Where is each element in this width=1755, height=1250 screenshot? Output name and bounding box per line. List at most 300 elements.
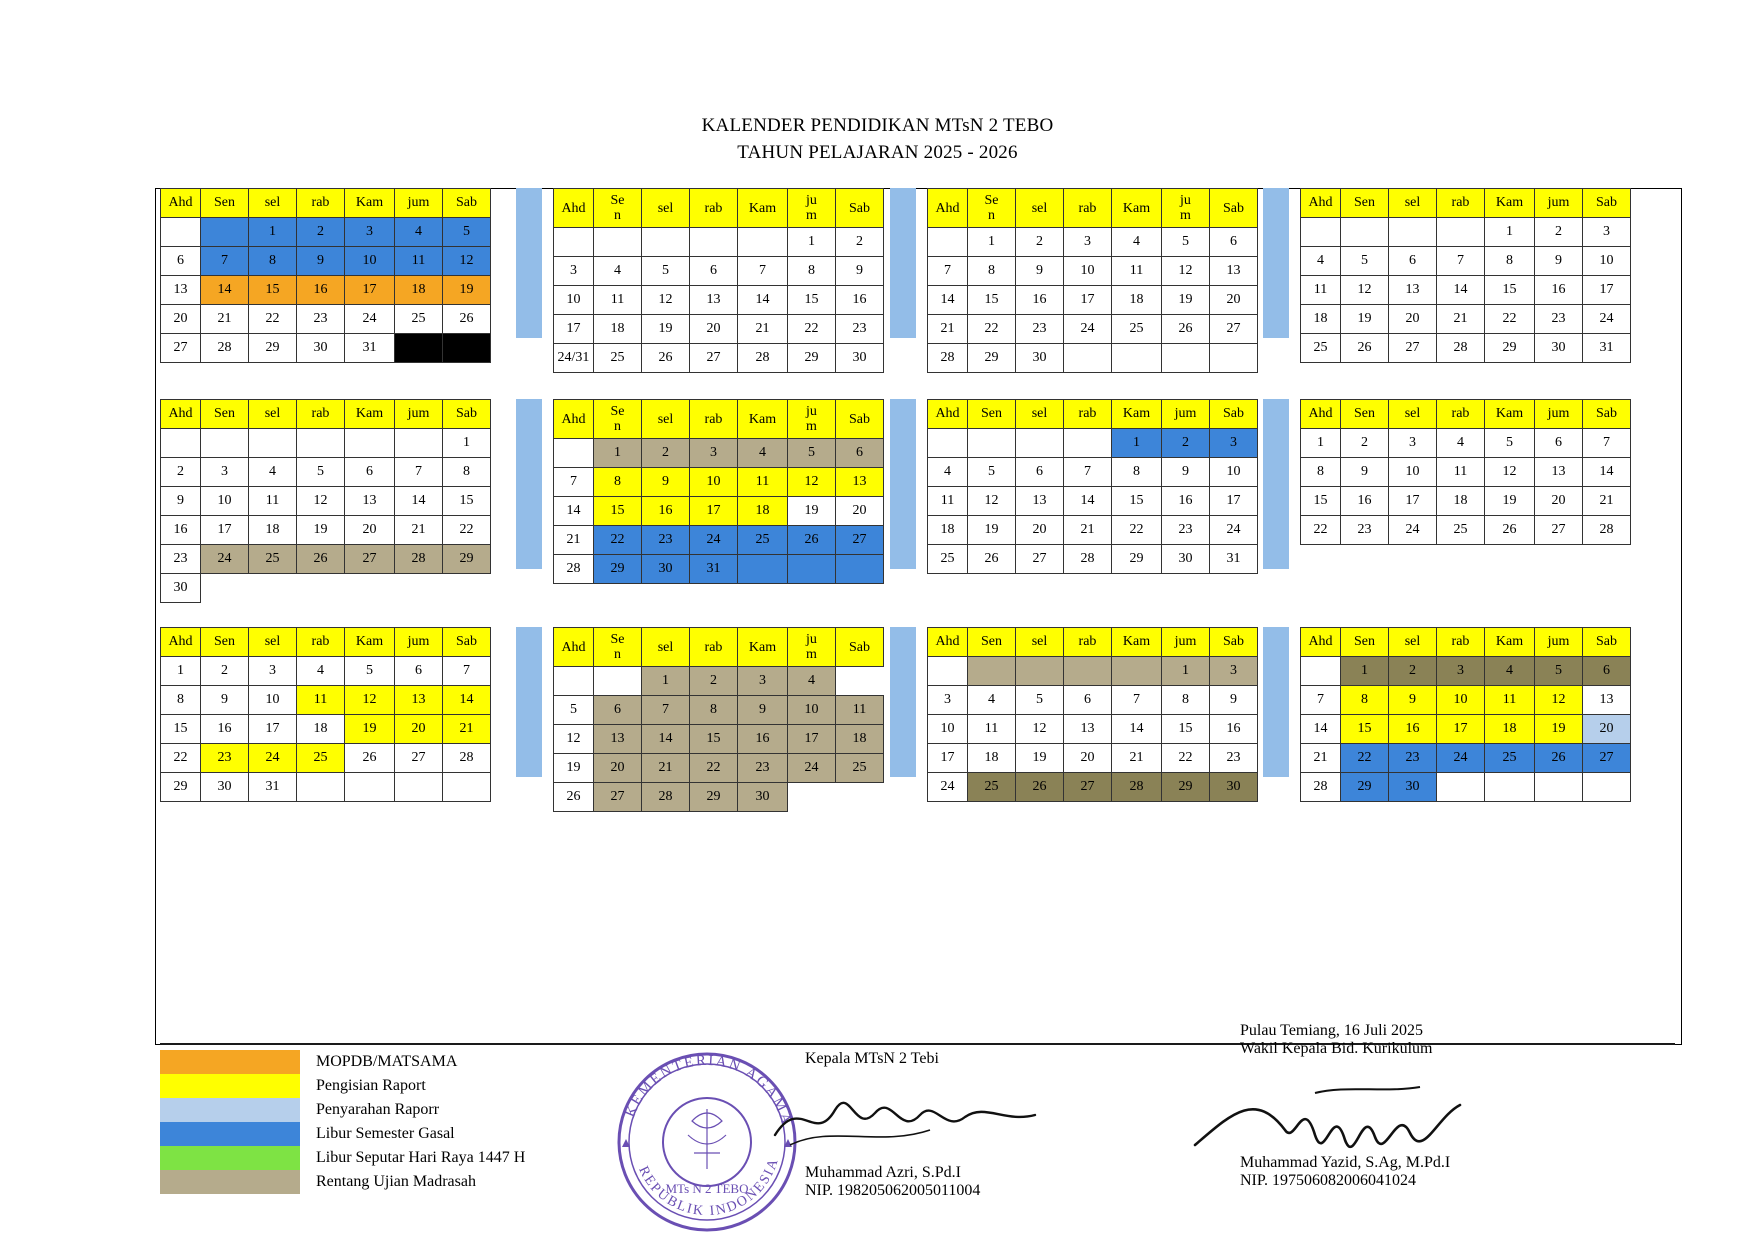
date-cell: 15 bbox=[1485, 276, 1535, 305]
day-header-3: rab bbox=[1437, 189, 1485, 218]
date-cell bbox=[788, 555, 836, 584]
date-cell: 29 bbox=[788, 344, 836, 373]
date-cell bbox=[836, 667, 884, 696]
day-header-2: sel bbox=[1389, 400, 1437, 429]
date-cell bbox=[1535, 773, 1583, 802]
date-cell: 7 bbox=[928, 257, 968, 286]
date-cell: 10 bbox=[1210, 458, 1258, 487]
date-cell bbox=[788, 783, 836, 812]
date-cell: 10 bbox=[1437, 686, 1485, 715]
date-cell: 21 bbox=[1301, 744, 1341, 773]
date-cell: 10 bbox=[1064, 257, 1112, 286]
date-cell bbox=[1485, 545, 1535, 574]
day-header-1: Sen bbox=[1341, 400, 1389, 429]
column-separator-bar bbox=[890, 399, 916, 569]
title-line-2: TAHUN PELAJARAN 2025 - 2026 bbox=[737, 142, 1018, 163]
week-row bbox=[928, 715, 1258, 744]
date-cell bbox=[249, 429, 297, 458]
day-header-3: rab bbox=[690, 628, 738, 667]
date-cell: 15 bbox=[1341, 715, 1389, 744]
date-cell: 7 bbox=[1583, 429, 1631, 458]
date-cell: 22 bbox=[1112, 516, 1162, 545]
date-cell: 11 bbox=[1485, 686, 1535, 715]
week-row bbox=[161, 773, 491, 802]
date-cell bbox=[1341, 545, 1389, 574]
column-separator-bar bbox=[1263, 399, 1289, 569]
date-cell: 8 bbox=[1301, 458, 1341, 487]
date-cell bbox=[201, 429, 249, 458]
date-cell bbox=[1162, 344, 1210, 373]
date-cell: 20 bbox=[1583, 715, 1631, 744]
date-cell: 11 bbox=[395, 247, 443, 276]
place-date: Pulau Temiang, 16 Juli 2025 bbox=[1240, 1022, 1424, 1039]
date-cell: 29 bbox=[161, 773, 201, 802]
date-cell: 14 bbox=[1064, 487, 1112, 516]
date-cell: 26 bbox=[1341, 334, 1389, 363]
date-cell: 27 bbox=[836, 526, 884, 555]
day-header-2: sel bbox=[642, 400, 690, 439]
date-cell: 28 bbox=[1064, 545, 1112, 574]
day-header-0: Ahd bbox=[161, 628, 201, 657]
date-cell: 4 bbox=[1112, 228, 1162, 257]
date-cell: 5 bbox=[1535, 657, 1583, 686]
date-cell: 14 bbox=[1112, 715, 1162, 744]
day-header-4: Kam bbox=[738, 400, 788, 439]
legend-label: Pengisian Raport bbox=[316, 1077, 426, 1094]
date-cell: 13 bbox=[1064, 715, 1112, 744]
date-cell: 13 bbox=[836, 468, 884, 497]
day-header-3: rab bbox=[297, 628, 345, 657]
date-cell: 26 bbox=[554, 783, 594, 812]
day-header-3: rab bbox=[297, 400, 345, 429]
right-signer-nip: NIP. 197506082006041024 bbox=[1240, 1172, 1417, 1189]
date-cell bbox=[928, 429, 968, 458]
date-cell: 26 bbox=[1162, 315, 1210, 344]
date-cell: 5 bbox=[554, 696, 594, 725]
date-cell: 6 bbox=[1064, 686, 1112, 715]
day-header-0: Ahd bbox=[554, 400, 594, 439]
date-cell: 24 bbox=[788, 754, 836, 783]
week-row bbox=[554, 439, 884, 468]
column-separator-bar bbox=[890, 188, 916, 338]
date-cell: 29 bbox=[443, 545, 491, 574]
day-header-5: jum bbox=[395, 628, 443, 657]
date-cell: 1 bbox=[161, 657, 201, 686]
date-cell: 5 bbox=[1162, 228, 1210, 257]
week-row bbox=[554, 555, 884, 584]
day-header-2: sel bbox=[249, 400, 297, 429]
date-cell: 27 bbox=[1064, 773, 1112, 802]
date-cell: 9 bbox=[1535, 247, 1583, 276]
date-cell: 7 bbox=[395, 458, 443, 487]
date-cell: 5 bbox=[345, 657, 395, 686]
legend-label: Rentang Ujian Madrasah bbox=[316, 1173, 476, 1190]
day-header-1: Se n bbox=[968, 189, 1016, 228]
day-header-4: Kam bbox=[738, 189, 788, 228]
date-cell: 10 bbox=[201, 487, 249, 516]
date-cell: 31 bbox=[1583, 334, 1631, 363]
date-cell: 7 bbox=[1112, 686, 1162, 715]
date-cell bbox=[201, 218, 249, 247]
date-cell: 10 bbox=[1583, 247, 1631, 276]
week-row bbox=[554, 286, 884, 315]
date-cell: 25 bbox=[297, 744, 345, 773]
date-cell: 6 bbox=[1016, 458, 1064, 487]
day-header-1: Sen bbox=[968, 400, 1016, 429]
week-row bbox=[928, 458, 1258, 487]
date-cell: 27 bbox=[161, 334, 201, 363]
date-cell: 1 bbox=[1341, 657, 1389, 686]
day-header-6: Sab bbox=[443, 400, 491, 429]
date-cell: 22 bbox=[1485, 305, 1535, 334]
date-cell: 23 bbox=[642, 526, 690, 555]
day-header-0: Ahd bbox=[161, 189, 201, 218]
date-cell: 31 bbox=[690, 555, 738, 584]
date-cell: 5 bbox=[297, 458, 345, 487]
legend-item-2 bbox=[160, 1098, 525, 1122]
date-cell: 9 bbox=[1341, 458, 1389, 487]
date-cell: 21 bbox=[1583, 487, 1631, 516]
date-cell: 20 bbox=[395, 715, 443, 744]
date-cell: 18 bbox=[928, 516, 968, 545]
date-cell: 23 bbox=[836, 315, 884, 344]
date-cell: 2 bbox=[690, 667, 738, 696]
date-cell: 17 bbox=[788, 725, 836, 754]
date-cell: 18 bbox=[1301, 305, 1341, 334]
day-header-0: Ahd bbox=[928, 400, 968, 429]
date-cell: 17 bbox=[1389, 487, 1437, 516]
day-header-5: jum bbox=[1535, 400, 1583, 429]
date-cell: 19 bbox=[642, 315, 690, 344]
day-header-4: Kam bbox=[1112, 628, 1162, 657]
legend-swatch bbox=[160, 1122, 300, 1146]
date-cell: 30 bbox=[738, 783, 788, 812]
day-header-row bbox=[928, 189, 1258, 228]
date-cell: 3 bbox=[201, 458, 249, 487]
column-separator-bar bbox=[516, 627, 542, 777]
week-row bbox=[1301, 744, 1631, 773]
day-header-6: Sab bbox=[1210, 628, 1258, 657]
date-cell: 9 bbox=[1210, 686, 1258, 715]
day-header-1: Sen bbox=[968, 628, 1016, 657]
date-cell: 30 bbox=[297, 334, 345, 363]
date-cell: 21 bbox=[443, 715, 491, 744]
date-cell: 24 bbox=[1389, 516, 1437, 545]
day-header-row bbox=[554, 189, 884, 228]
date-cell: 4 bbox=[1485, 657, 1535, 686]
week-row bbox=[928, 257, 1258, 286]
week-row bbox=[554, 228, 884, 257]
date-cell: 10 bbox=[690, 468, 738, 497]
date-cell: 2 bbox=[1016, 228, 1064, 257]
date-cell bbox=[642, 228, 690, 257]
legend-swatch bbox=[160, 1074, 300, 1098]
date-cell: 4 bbox=[395, 218, 443, 247]
week-row bbox=[161, 429, 491, 458]
date-cell: 3 bbox=[928, 686, 968, 715]
date-cell: 16 bbox=[1162, 487, 1210, 516]
date-cell: 14 bbox=[395, 487, 443, 516]
day-header-4: Kam bbox=[345, 400, 395, 429]
legend-label: MOPDB/MATSAMA bbox=[316, 1053, 458, 1070]
date-cell: 20 bbox=[594, 754, 642, 783]
date-cell bbox=[395, 574, 443, 603]
day-header-1: Sen bbox=[201, 400, 249, 429]
date-cell bbox=[594, 667, 642, 696]
date-cell: 15 bbox=[968, 286, 1016, 315]
day-header-row bbox=[928, 628, 1258, 657]
day-header-1: Sen bbox=[201, 628, 249, 657]
date-cell: 23 bbox=[297, 305, 345, 334]
date-cell: 5 bbox=[1485, 429, 1535, 458]
date-cell: 1 bbox=[642, 667, 690, 696]
date-cell: 21 bbox=[642, 754, 690, 783]
legend-item-1 bbox=[160, 1074, 525, 1098]
date-cell: 10 bbox=[1389, 458, 1437, 487]
date-cell: 31 bbox=[1210, 545, 1258, 574]
week-row bbox=[554, 257, 884, 286]
date-cell: 18 bbox=[395, 276, 443, 305]
date-cell bbox=[968, 657, 1016, 686]
svg-text:MTs N 2 TEBO: MTs N 2 TEBO bbox=[665, 1181, 749, 1196]
date-cell bbox=[1437, 773, 1485, 802]
left-signer-title: Kepala MTsN 2 Tebi bbox=[805, 1050, 939, 1067]
month-calendar-m5 bbox=[160, 399, 491, 603]
date-cell: 28 bbox=[642, 783, 690, 812]
date-cell bbox=[836, 555, 884, 584]
day-header-6: Sab bbox=[443, 189, 491, 218]
legend-swatch bbox=[160, 1146, 300, 1170]
day-header-1: Sen bbox=[1341, 628, 1389, 657]
date-cell: 12 bbox=[1485, 458, 1535, 487]
legend-label: Libur Seputar Hari Raya 1447 H bbox=[316, 1149, 526, 1166]
date-cell bbox=[395, 773, 443, 802]
date-cell: 10 bbox=[788, 696, 836, 725]
date-cell: 8 bbox=[1341, 686, 1389, 715]
date-cell: 17 bbox=[1583, 276, 1631, 305]
date-cell: 22 bbox=[161, 744, 201, 773]
day-header-4: Kam bbox=[1485, 400, 1535, 429]
date-cell: 12 bbox=[968, 487, 1016, 516]
date-cell: 21 bbox=[1112, 744, 1162, 773]
date-cell: 14 bbox=[1301, 715, 1341, 744]
date-cell: 11 bbox=[968, 715, 1016, 744]
date-cell: 7 bbox=[1064, 458, 1112, 487]
date-cell: 7 bbox=[443, 657, 491, 686]
date-cell: 8 bbox=[1112, 458, 1162, 487]
date-cell: 6 bbox=[594, 696, 642, 725]
date-cell: 18 bbox=[738, 497, 788, 526]
date-cell: 8 bbox=[594, 468, 642, 497]
date-cell bbox=[443, 773, 491, 802]
date-cell: 17 bbox=[928, 744, 968, 773]
date-cell: 19 bbox=[1485, 487, 1535, 516]
date-cell: 25 bbox=[1112, 315, 1162, 344]
date-cell: 25 bbox=[1485, 744, 1535, 773]
date-cell: 5 bbox=[1341, 247, 1389, 276]
date-cell: 28 bbox=[738, 344, 788, 373]
date-cell: 1 bbox=[1301, 429, 1341, 458]
date-cell: 3 bbox=[738, 667, 788, 696]
date-cell: 27 bbox=[1535, 516, 1583, 545]
legend-item-4 bbox=[160, 1146, 525, 1170]
day-header-2: sel bbox=[642, 628, 690, 667]
week-row bbox=[1301, 715, 1631, 744]
date-cell: 11 bbox=[928, 487, 968, 516]
date-cell: 30 bbox=[1389, 773, 1437, 802]
date-cell: 12 bbox=[1162, 257, 1210, 286]
legend-item-0 bbox=[160, 1050, 525, 1074]
date-cell: 17 bbox=[345, 276, 395, 305]
date-cell: 22 bbox=[1341, 744, 1389, 773]
date-cell: 19 bbox=[297, 516, 345, 545]
date-cell: 2 bbox=[1162, 429, 1210, 458]
date-cell: 23 bbox=[738, 754, 788, 783]
week-row bbox=[928, 686, 1258, 715]
date-cell bbox=[443, 574, 491, 603]
date-cell: 23 bbox=[161, 545, 201, 574]
date-cell: 25 bbox=[836, 754, 884, 783]
date-cell bbox=[594, 228, 642, 257]
date-cell bbox=[249, 574, 297, 603]
month-calendar-m11 bbox=[927, 627, 1258, 802]
date-cell: 16 bbox=[1535, 276, 1583, 305]
week-row bbox=[554, 315, 884, 344]
date-cell bbox=[1485, 773, 1535, 802]
date-cell: 27 bbox=[345, 545, 395, 574]
date-cell: 24 bbox=[249, 744, 297, 773]
day-header-0: Ahd bbox=[161, 400, 201, 429]
date-cell bbox=[1341, 218, 1389, 247]
month-block bbox=[927, 627, 1258, 802]
date-cell: 7 bbox=[201, 247, 249, 276]
date-cell: 6 bbox=[1389, 247, 1437, 276]
date-cell: 10 bbox=[249, 686, 297, 715]
date-cell: 27 bbox=[1583, 744, 1631, 773]
date-cell: 24 bbox=[690, 526, 738, 555]
date-cell: 16 bbox=[738, 725, 788, 754]
date-cell: 4 bbox=[788, 667, 836, 696]
date-cell: 19 bbox=[1162, 286, 1210, 315]
date-cell: 13 bbox=[690, 286, 738, 315]
date-cell: 3 bbox=[554, 257, 594, 286]
date-cell: 18 bbox=[1485, 715, 1535, 744]
date-cell: 30 bbox=[1210, 773, 1258, 802]
date-cell bbox=[1064, 429, 1112, 458]
day-header-row bbox=[161, 189, 491, 218]
date-cell bbox=[297, 574, 345, 603]
date-cell: 23 bbox=[1341, 516, 1389, 545]
date-cell: 28 bbox=[395, 545, 443, 574]
date-cell: 23 bbox=[1162, 516, 1210, 545]
page-title bbox=[0, 112, 1755, 166]
date-cell: 5 bbox=[443, 218, 491, 247]
date-cell: 20 bbox=[1389, 305, 1437, 334]
date-cell: 14 bbox=[928, 286, 968, 315]
date-cell: 13 bbox=[345, 487, 395, 516]
day-header-2: sel bbox=[1389, 189, 1437, 218]
date-cell: 19 bbox=[1016, 744, 1064, 773]
day-header-6: Sab bbox=[1210, 400, 1258, 429]
date-cell: 19 bbox=[345, 715, 395, 744]
date-cell: 1 bbox=[594, 439, 642, 468]
date-cell bbox=[395, 334, 443, 363]
day-header-1: Se n bbox=[594, 189, 642, 228]
date-cell: 22 bbox=[968, 315, 1016, 344]
day-header-3: rab bbox=[1437, 628, 1485, 657]
week-row bbox=[161, 686, 491, 715]
column-separator-bar bbox=[1263, 627, 1289, 777]
date-cell: 6 bbox=[1210, 228, 1258, 257]
date-cell bbox=[1112, 344, 1162, 373]
date-cell: 9 bbox=[161, 487, 201, 516]
date-cell: 25 bbox=[928, 545, 968, 574]
date-cell: 20 bbox=[161, 305, 201, 334]
date-cell: 15 bbox=[443, 487, 491, 516]
date-cell: 5 bbox=[642, 257, 690, 286]
date-cell: 8 bbox=[690, 696, 738, 725]
day-header-5: jum bbox=[1535, 189, 1583, 218]
day-header-3: rab bbox=[1064, 400, 1112, 429]
date-cell: 7 bbox=[554, 468, 594, 497]
date-cell: 17 bbox=[1064, 286, 1112, 315]
date-cell: 30 bbox=[1535, 334, 1583, 363]
date-cell: 10 bbox=[345, 247, 395, 276]
svg-text:REPUBLIK INDONESIA: REPUBLIK INDONESIA bbox=[635, 1155, 783, 1220]
date-cell bbox=[297, 429, 345, 458]
date-cell: 28 bbox=[201, 334, 249, 363]
day-header-3: rab bbox=[1064, 628, 1112, 657]
date-cell: 19 bbox=[1535, 715, 1583, 744]
month-block bbox=[927, 399, 1258, 574]
date-cell: 14 bbox=[443, 686, 491, 715]
date-cell: 8 bbox=[788, 257, 836, 286]
date-cell: 8 bbox=[968, 257, 1016, 286]
column-separator-bar bbox=[516, 188, 542, 338]
date-cell: 11 bbox=[1301, 276, 1341, 305]
date-cell bbox=[1301, 657, 1341, 686]
day-header-2: sel bbox=[249, 628, 297, 657]
date-cell: 1 bbox=[1485, 218, 1535, 247]
month-block bbox=[1300, 627, 1631, 802]
date-cell: 26 bbox=[1485, 516, 1535, 545]
week-row bbox=[928, 429, 1258, 458]
day-header-6: Sab bbox=[1583, 400, 1631, 429]
date-cell: 26 bbox=[443, 305, 491, 334]
date-cell: 8 bbox=[1162, 686, 1210, 715]
date-cell: 4 bbox=[297, 657, 345, 686]
date-cell: 15 bbox=[788, 286, 836, 315]
date-cell: 14 bbox=[201, 276, 249, 305]
date-cell: 9 bbox=[738, 696, 788, 725]
date-cell: 7 bbox=[642, 696, 690, 725]
date-cell: 4 bbox=[928, 458, 968, 487]
date-cell: 28 bbox=[554, 555, 594, 584]
date-cell: 2 bbox=[1341, 429, 1389, 458]
day-header-5: ju m bbox=[788, 189, 836, 228]
week-row bbox=[161, 305, 491, 334]
week-row bbox=[161, 334, 491, 363]
date-cell: 22 bbox=[1301, 516, 1341, 545]
day-header-3: rab bbox=[1437, 400, 1485, 429]
week-row bbox=[161, 545, 491, 574]
date-cell bbox=[395, 429, 443, 458]
date-cell: 12 bbox=[554, 725, 594, 754]
left-signature-mark bbox=[760, 1075, 1060, 1165]
date-cell: 14 bbox=[738, 286, 788, 315]
date-cell: 23 bbox=[1389, 744, 1437, 773]
right-signer-name: Muhammad Yazid, S.Ag, M.Pd.I bbox=[1240, 1154, 1451, 1171]
